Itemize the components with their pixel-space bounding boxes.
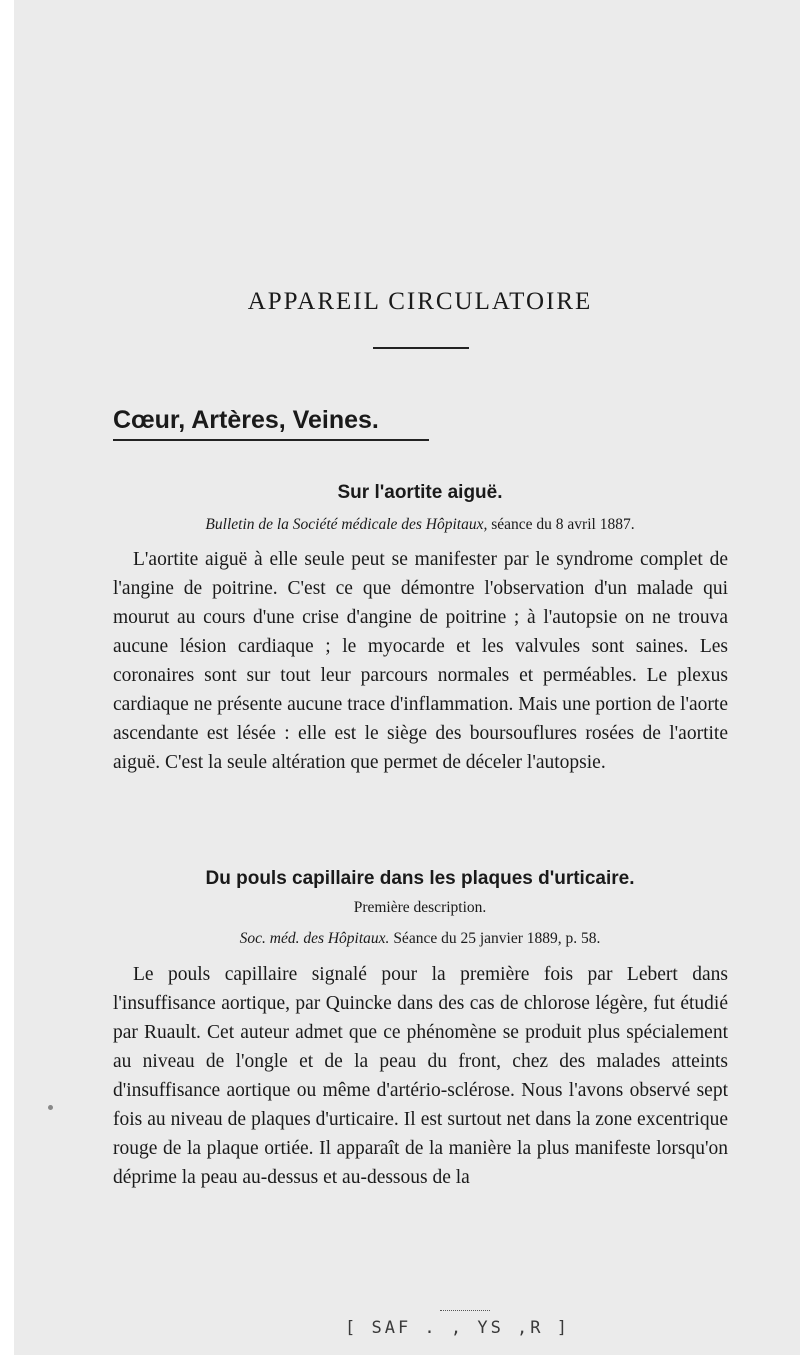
section-heading: Cœur, Artères, Veines. bbox=[113, 406, 379, 434]
article-body: L'aortite aiguë à elle seule peut se manifester par le syndrome complet de l'angine de poitrine. C'est ce que démontre l'observation d'un malade qui mourut au cours d'une crise d'angine de poitrine ; à l'autopsie on ne trouva aucune lésion cardiaque ; le myocarde et les valvules sont saines. Les coronaires sont sur tout leur parcours normales et perméables. Le plexus cardiaque ne présente aucune trace d'inflammation. Mais une portion de l'aorte ascendante est lésée : elle est le siège des boursouflures rosées de l'aortite aiguë. C'est la seule altération que permet de déceler l'autopsie. bbox=[113, 549, 728, 773]
article-source bbox=[0, 930, 800, 948]
paper-speck bbox=[48, 1105, 53, 1110]
chapter-title: APPAREIL CIRCULATOIRE bbox=[247, 288, 593, 315]
article-title: Du pouls capillaire dans les plaques d'urticaire. bbox=[205, 868, 635, 889]
section-underline bbox=[113, 439, 429, 441]
stamp-rule bbox=[440, 1310, 490, 1311]
source-journal: Soc. méd. des Hôpitaux. bbox=[239, 930, 390, 947]
title-divider bbox=[373, 347, 469, 349]
library-stamp: [ SAF . , YS ,R ] bbox=[345, 1318, 570, 1338]
source-journal: Bulletin de la Société médicale des Hôpitaux, bbox=[205, 516, 488, 533]
article-subtitle: Première description. bbox=[353, 899, 487, 916]
source-date: séance du 8 avril 1887. bbox=[487, 516, 635, 533]
article-source bbox=[0, 516, 800, 534]
source-date: Séance du 25 janvier 1889, p. 58. bbox=[389, 930, 601, 947]
page-margin bbox=[0, 0, 14, 1355]
article-title: Sur l'aortite aiguë. bbox=[337, 482, 503, 503]
article-body: Le pouls capillaire signalé pour la première fois par Lebert dans l'insuffisance aortique, par Quincke dans des cas de chlorose légère, fut étudié par Ruault. Cet auteur admet que ce phénomène se produit plus spécialement au niveau de l'ongle et de la peau du front, chez des malades atteints d'insuffisance aortique ou même d'artério-sclérose. Nous l'avons observé sept fois au niveau de plaques d'urticaire. Il est surtout net dans la zone excentrique rouge de la plaque ortiée. Il apparaît de la manière la plus manifeste lorsqu'on déprime la peau au-dessus et au-dessous de la bbox=[113, 964, 728, 1188]
